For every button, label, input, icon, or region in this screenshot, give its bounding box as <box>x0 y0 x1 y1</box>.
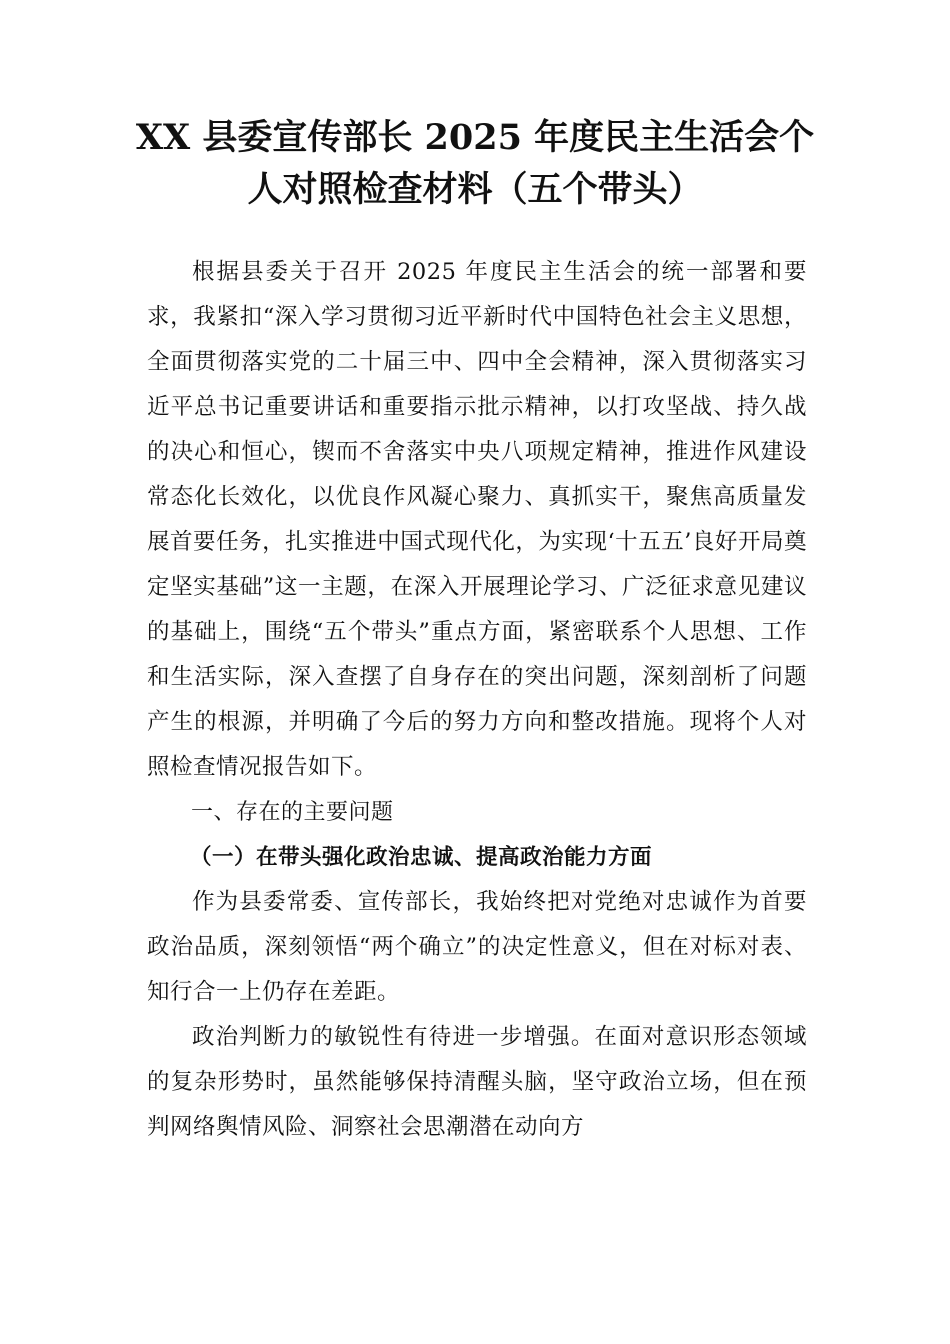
title-line-1: XX 县委宣传部长 2025 年度民主生活会个 <box>135 117 815 158</box>
section-heading: 一、存在的主要问题 <box>191 800 394 825</box>
document-body <box>147 250 807 1150</box>
document-title <box>120 112 830 216</box>
title-line-2: 人对照检查材料（五个带头） <box>247 169 703 210</box>
body-paragraph-1: 作为县委常委、宣传部长，我始终把对党绝对忠诚作为首要政治品质，深刻领悟“两个确立”的决定性意义，但在对标对表、知行合一上仍存在差距。 <box>147 889 807 1005</box>
subsection-heading: （一）在带头强化政治忠诚、提高政治能力方面 <box>190 845 653 870</box>
body-paragraph-2: 政治判断力的敏锐性有待进一步增强。在面对意识形态领域的复杂形势时，虽然能够保持清醒头脑，坚守政治立场，但在预判网络舆情风险、洞察社会思潮潜在动向方 <box>147 1024 807 1140</box>
intro-paragraph: 根据县委关于召开 2025 年度民主生活会的统一部署和要求，我紧扣“深入学习贯彻习近平新时代中国特色社会主义思想，全面贯彻落实党的二十届三中、四中全会精神，深入贯彻落实习近平总书记重要讲话和重要指示批示精神，以打攻坚战、持久战的决心和恒心，锲而不舍落实中央八项规定精神，推进作风建设常态化长效化，以优良作风凝心聚力、真抓实干，聚焦高质量发展首要任务，扎实推进中国式现代化，为实现‘十五五’良好开局奠定坚实基础”这一主题，在深入开展理论学习、广泛征求意见建议的基础上，围绕“五个带头”重点方面，紧密联系个人思想、工作和生活实际，深入查摆了自身存在的突出问题，深刻剖析了问题产生的根源，并明确了今后的努力方向和整改措施。现将个人对照检查情况报告如下。 <box>147 259 807 780</box>
